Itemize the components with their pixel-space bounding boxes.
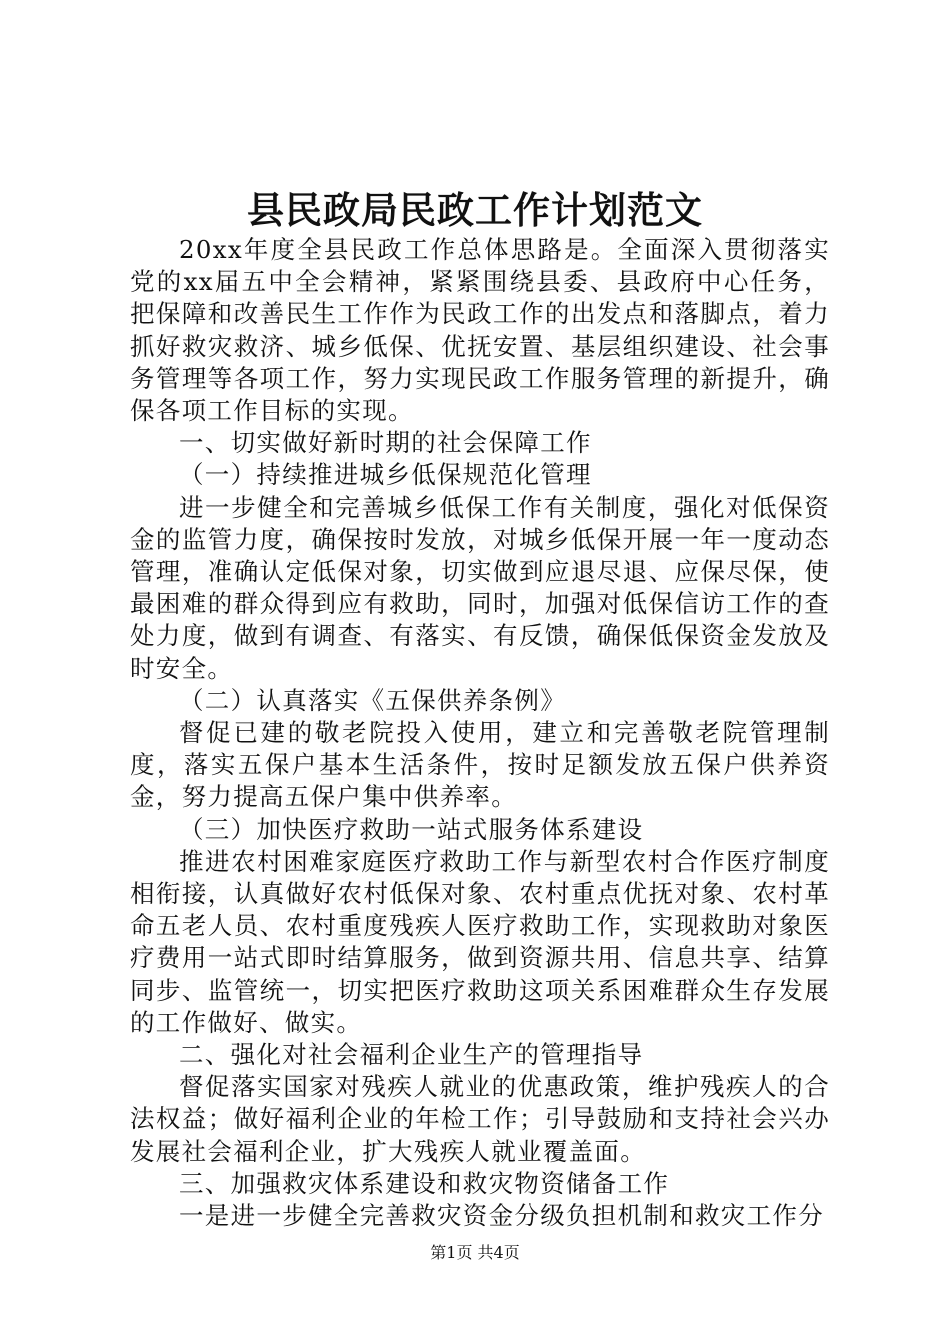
section-heading-3: 三、加强救灾体系建设和救灾物资储备工作: [179, 1168, 670, 1198]
document-body: [130, 234, 830, 1232]
section-heading-2: 二、强化对社会福利企业生产的管理指导: [179, 1040, 644, 1070]
intro-paragraph: 20xx年度全县民政工作总体思路是。全面深入贯彻落实党的xx届五中全会精神，紧紧围绕县委、县政府中心任务，把保障和改善民生工作作为民政工作的出发点和落脚点，着力抓好救灾救济、城乡低保、优抚安置、基层组织建设、社会事务管理等各项工作，努力实现民政工作服务管理的新提升，确保各项工作目标的实现。: [130, 235, 830, 426]
subsection-heading-1-1: （一）持续推进城乡低保规范化管理: [179, 460, 592, 490]
paragraph-2: 督促落实国家对残疾人就业的优惠政策，维护残疾人的合法权益；做好福利企业的年检工作；引导鼓励和支持社会兴办发展社会福利企业，扩大残疾人就业覆盖面。: [130, 1072, 830, 1166]
subsection-heading-1-2: （二）认真落实《五保供养条例》: [179, 685, 566, 715]
section-heading-1: 一、切实做好新时期的社会保障工作: [179, 428, 592, 458]
page-number-footer: 第1页 共4页: [430, 1243, 520, 1262]
paragraph-1-3: 推进农村困难家庭医疗救助工作与新型农村合作医疗制度相衔接，认真做好农村低保对象、农村重点优抚对象、农村革命五老人员、农村重度残疾人医疗救助工作，实现救助对象医疗费用一站式即时结算服务，做到资源共用、信息共享、结算同步、监管统一，切实把医疗救助这项关系困难群众生存发展的工作做好、做实。: [130, 846, 830, 1037]
paragraph-3: 一是进一步健全完善救灾资金分级负担机制和救灾工作分: [179, 1201, 824, 1231]
paragraph-1-2: 督促已建的敬老院投入使用，建立和完善敬老院管理制度，落实五保户基本生活条件，按时足额发放五保户供养资金，努力提高五保户集中供养率。: [130, 718, 830, 812]
paragraph-1-1: 进一步健全和完善城乡低保工作有关制度，强化对低保资金的监管力度，确保按时发放，对城乡低保开展一年一度动态管理，准确认定低保对象，切实做到应退尽退、应保尽保，使最困难的群众得到应有救助，同时，加强对低保信访工作的查处力度，做到有调查、有落实、有反馈，确保低保资金发放及时安全。: [130, 492, 830, 683]
subsection-heading-1-3: （三）加快医疗救助一站式服务体系建设: [179, 814, 644, 844]
document-title: 县民政局民政工作计划范文: [247, 188, 703, 232]
